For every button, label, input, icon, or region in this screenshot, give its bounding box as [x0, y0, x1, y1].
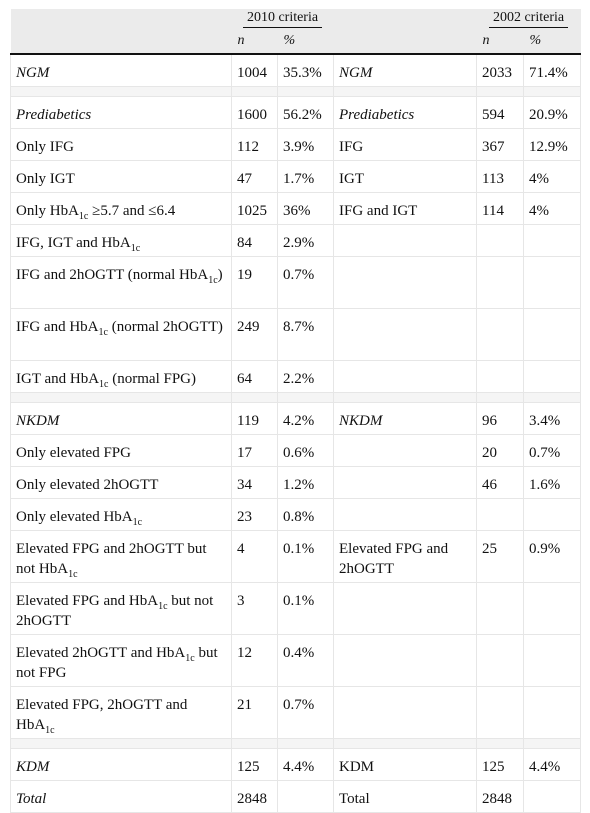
cell-pct-2010: 0.1%	[278, 583, 334, 635]
cell-n-2010: 119	[232, 403, 278, 435]
cell-n-2010: 23	[232, 499, 278, 531]
label-text: but not 2hOGTT	[16, 593, 214, 629]
cell-empty	[477, 583, 524, 635]
row-label-2010: Only IGT	[11, 161, 232, 193]
cell-pct-2002: 4%	[524, 193, 581, 225]
row-label-2010	[11, 309, 232, 361]
cell-pct-2002: 12.9%	[524, 129, 581, 161]
row-label-2002: NGM	[334, 54, 477, 87]
row-label-2010: Total	[11, 781, 232, 813]
label-text: (normal 2hOGTT)	[107, 319, 223, 335]
cell-empty	[524, 257, 581, 309]
cell-pct-2002: 0.9%	[524, 531, 581, 583]
label-text: Only HbA	[16, 203, 79, 219]
cell-empty	[477, 309, 524, 361]
table-row-kdm	[11, 749, 581, 781]
label-subscript: 1c	[208, 275, 218, 286]
label-subscript: 1c	[130, 243, 141, 254]
row-label-2002: KDM	[334, 749, 477, 781]
cell-empty	[477, 499, 524, 531]
cell-empty	[334, 467, 477, 499]
table-row	[11, 635, 581, 687]
cell-empty	[334, 635, 477, 687]
label-subscript: 1c	[99, 379, 109, 390]
cell-empty	[477, 687, 524, 739]
cell-empty	[524, 361, 581, 393]
spacer-row	[11, 87, 581, 97]
header-empty-cell	[334, 9, 477, 28]
cell-n-2002: 113	[477, 161, 524, 193]
table-row	[11, 129, 581, 161]
header-pct-2010: %	[278, 28, 334, 54]
cell-empty	[477, 257, 524, 309]
row-label-2010: Only elevated FPG	[11, 435, 232, 467]
cell-empty	[334, 583, 477, 635]
cell-n-2010: 21	[232, 687, 278, 739]
label-subscript: 1c	[132, 517, 143, 528]
table-row	[11, 531, 581, 583]
row-label-2002: IFG	[334, 129, 477, 161]
label-text: IFG and HbA	[16, 319, 99, 335]
cell-n-2002: 594	[477, 97, 524, 129]
cell-n-2010: 84	[232, 225, 278, 257]
row-label-2010: Prediabetics	[11, 97, 232, 129]
cell-pct-2002: 1.6%	[524, 467, 581, 499]
cell-n-2002: 114	[477, 193, 524, 225]
cell-empty	[524, 781, 581, 813]
cell-empty	[278, 781, 334, 813]
cell-n-2010: 64	[232, 361, 278, 393]
row-label-2010: Only IFG	[11, 129, 232, 161]
label-subscript: 1c	[68, 569, 78, 580]
header-pct-2002: %	[524, 28, 581, 54]
label-text: IGT and HbA	[16, 371, 100, 387]
header-2002-label: 2002 criteria	[489, 10, 568, 28]
spacer-row	[11, 739, 581, 749]
cell-pct-2010: 2.9%	[278, 225, 334, 257]
spacer-row	[11, 393, 581, 403]
cell-n-2010: 47	[232, 161, 278, 193]
label-subscript: 1c	[98, 327, 108, 338]
cell-empty	[524, 583, 581, 635]
cell-pct-2002: 0.7%	[524, 435, 581, 467]
table-row	[11, 257, 581, 309]
table-row	[11, 225, 581, 257]
cell-pct-2010: 4.4%	[278, 749, 334, 781]
cell-n-2010: 2848	[232, 781, 278, 813]
row-label-2002: Total	[334, 781, 477, 813]
cell-n-2002: 20	[477, 435, 524, 467]
row-label-2010	[11, 499, 232, 531]
row-label-2010: NKDM	[11, 403, 232, 435]
header-2010-group	[232, 9, 334, 28]
cell-empty	[524, 225, 581, 257]
row-label-2010	[11, 531, 232, 583]
cell-pct-2010: 0.6%	[278, 435, 334, 467]
row-label-2010	[11, 635, 232, 687]
header-empty-cell	[11, 28, 232, 54]
row-label-2010	[11, 225, 232, 257]
cell-pct-2010: 56.2%	[278, 97, 334, 129]
label-text: IFG and 2hOGTT (normal HbA	[16, 267, 209, 283]
label-text: Only elevated HbA	[16, 509, 133, 525]
cell-pct-2002: 3.4%	[524, 403, 581, 435]
label-text: )	[217, 267, 223, 283]
cell-pct-2010: 35.3%	[278, 54, 334, 87]
cell-n-2010: 1600	[232, 97, 278, 129]
table-row	[11, 467, 581, 499]
cell-pct-2002: 20.9%	[524, 97, 581, 129]
table-row	[11, 499, 581, 531]
cell-empty	[334, 361, 477, 393]
row-label-2002: IFG and IGT	[334, 193, 477, 225]
cell-pct-2010: 0.1%	[278, 531, 334, 583]
cell-n-2010: 17	[232, 435, 278, 467]
row-label-2002: IGT	[334, 161, 477, 193]
cell-pct-2002: 4%	[524, 161, 581, 193]
cell-n-2010: 1004	[232, 54, 278, 87]
table-row-ngm	[11, 54, 581, 87]
table-row	[11, 193, 581, 225]
cell-n-2010: 12	[232, 635, 278, 687]
label-text: (normal FPG)	[108, 371, 196, 387]
cell-pct-2010: 1.7%	[278, 161, 334, 193]
cell-n-2010: 249	[232, 309, 278, 361]
label-text: Elevated 2hOGTT and HbA	[16, 645, 186, 661]
header-n-2002: n	[477, 28, 524, 54]
cell-empty	[524, 687, 581, 739]
cell-pct-2010: 2.2%	[278, 361, 334, 393]
header-n-2010: n	[232, 28, 278, 54]
row-label-2010	[11, 361, 232, 393]
cell-n-2010: 19	[232, 257, 278, 309]
table-row-total	[11, 781, 581, 813]
criteria-table-container	[10, 9, 580, 813]
row-label-2002: NKDM	[334, 403, 477, 435]
table-row-nkdm	[11, 403, 581, 435]
cell-pct-2010: 0.7%	[278, 687, 334, 739]
table-row-prediabetics	[11, 97, 581, 129]
cell-n-2002: 125	[477, 749, 524, 781]
cell-empty	[524, 635, 581, 687]
cell-empty	[334, 435, 477, 467]
cell-empty	[334, 687, 477, 739]
cell-n-2010: 1025	[232, 193, 278, 225]
header-2010-label: 2010 criteria	[243, 10, 322, 28]
header-empty-cell	[11, 9, 232, 28]
table-row	[11, 161, 581, 193]
cell-pct-2002: 71.4%	[524, 54, 581, 87]
row-label-2002: Prediabetics	[334, 97, 477, 129]
table-row	[11, 435, 581, 467]
row-label-2010	[11, 257, 232, 309]
cell-pct-2010: 8.7%	[278, 309, 334, 361]
cell-n-2010: 34	[232, 467, 278, 499]
cell-pct-2010: 0.8%	[278, 499, 334, 531]
table-row	[11, 687, 581, 739]
header-row-columns	[11, 28, 581, 54]
cell-n-2010: 125	[232, 749, 278, 781]
cell-empty	[524, 309, 581, 361]
cell-empty	[524, 499, 581, 531]
label-text: Elevated FPG and 2hOGTT but not HbA	[16, 541, 207, 577]
cell-n-2002: 367	[477, 129, 524, 161]
row-label-2010	[11, 687, 232, 739]
cell-empty	[334, 257, 477, 309]
header-2002-group	[477, 9, 581, 28]
label-subscript: 1c	[185, 653, 195, 664]
cell-pct-2010: 0.7%	[278, 257, 334, 309]
row-label-2010: KDM	[11, 749, 232, 781]
header-row-groups	[11, 9, 581, 28]
cell-pct-2002: 4.4%	[524, 749, 581, 781]
cell-empty	[477, 361, 524, 393]
label-subscript: 1c	[78, 211, 89, 222]
row-label-2010: NGM	[11, 54, 232, 87]
row-label-2002: Elevated FPG and 2hOGTT	[334, 531, 477, 583]
label-subscript: 1c	[158, 601, 168, 612]
label-text: IFG, IGT and HbA	[16, 235, 131, 251]
cell-n-2002: 46	[477, 467, 524, 499]
table-row	[11, 361, 581, 393]
row-label-2010	[11, 583, 232, 635]
cell-pct-2010: 0.4%	[278, 635, 334, 687]
label-text: Elevated FPG, 2hOGTT and HbA	[16, 697, 188, 733]
cell-empty	[477, 225, 524, 257]
cell-n-2010: 112	[232, 129, 278, 161]
cell-n-2010: 4	[232, 531, 278, 583]
cell-n-2002: 2033	[477, 54, 524, 87]
row-label-2010: Only elevated 2hOGTT	[11, 467, 232, 499]
cell-empty	[334, 309, 477, 361]
cell-n-2002: 2848	[477, 781, 524, 813]
cell-empty	[334, 225, 477, 257]
cell-pct-2010: 4.2%	[278, 403, 334, 435]
criteria-comparison-table	[10, 9, 581, 813]
row-label-2010	[11, 193, 232, 225]
label-text: Elevated FPG and HbA	[16, 593, 159, 609]
cell-pct-2010: 3.9%	[278, 129, 334, 161]
cell-n-2002: 96	[477, 403, 524, 435]
table-row	[11, 309, 581, 361]
cell-n-2002: 25	[477, 531, 524, 583]
label-text: but not FPG	[16, 645, 218, 681]
cell-empty	[334, 499, 477, 531]
cell-n-2010: 3	[232, 583, 278, 635]
label-text: ≥5.7 and ≤6.4	[88, 203, 176, 219]
header-empty-cell	[334, 28, 477, 54]
cell-pct-2010: 36%	[278, 193, 334, 225]
cell-empty	[477, 635, 524, 687]
label-subscript: 1c	[45, 725, 55, 736]
table-row	[11, 583, 581, 635]
cell-pct-2010: 1.2%	[278, 467, 334, 499]
